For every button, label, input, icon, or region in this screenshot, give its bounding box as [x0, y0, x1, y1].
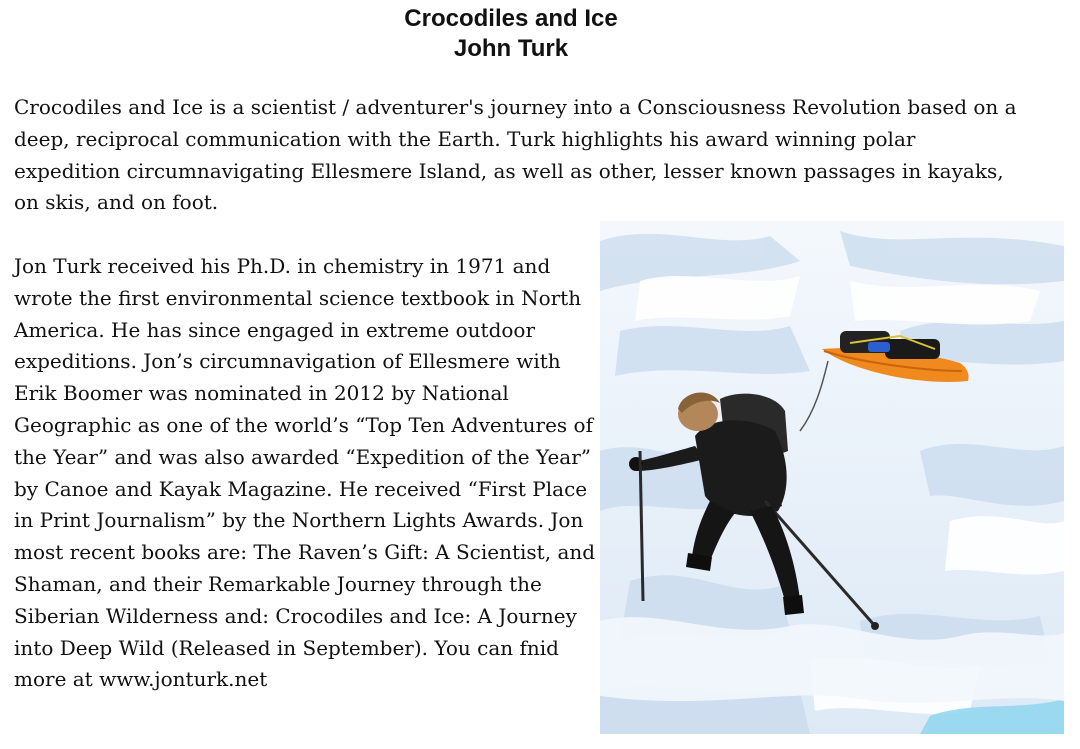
page-title — [0, 4, 1022, 64]
book-title: Crocodiles and Ice — [404, 5, 618, 32]
expedition-photo — [600, 221, 1064, 734]
author-name: John Turk — [453, 35, 569, 62]
intro-paragraph: Crocodiles and Ice is a scientist / adventurer's journey into a Consciousness Revolution based on a deep, reciprocal communication with the Earth. Turk highlights his award winning polar expedition circumnavigating Ellesmere Island, as well as other, lesser known passages in kayaks, on skis, and on foot. — [14, 95, 1017, 215]
bio-paragraph: Jon Turk received his Ph.D. in chemistry in 1971 and wrote the first environmental science textbook in North America. He has since engaged in extreme outdoor expeditions. Jon’s circumnavigation of Ellesmere with Erik Boomer was nominated in 2012 by National Geographic as one of the world’s “Top Ten Adventures of the Year” and was also awarded “Expedition of the Year” by Canoe and Kayak Magazine. He received “First Place in Print Journalism” by the Northern Lights Awards. Jon most recent books are: The Raven’s Gift: A Scientist, and Shaman, and their Remarkable Journey through the Siberian Wilderness and: Crocodiles and Ice: A Journey into Deep Wild (Released in September). You can fnid more at www.jonturk.net — [14, 254, 596, 692]
